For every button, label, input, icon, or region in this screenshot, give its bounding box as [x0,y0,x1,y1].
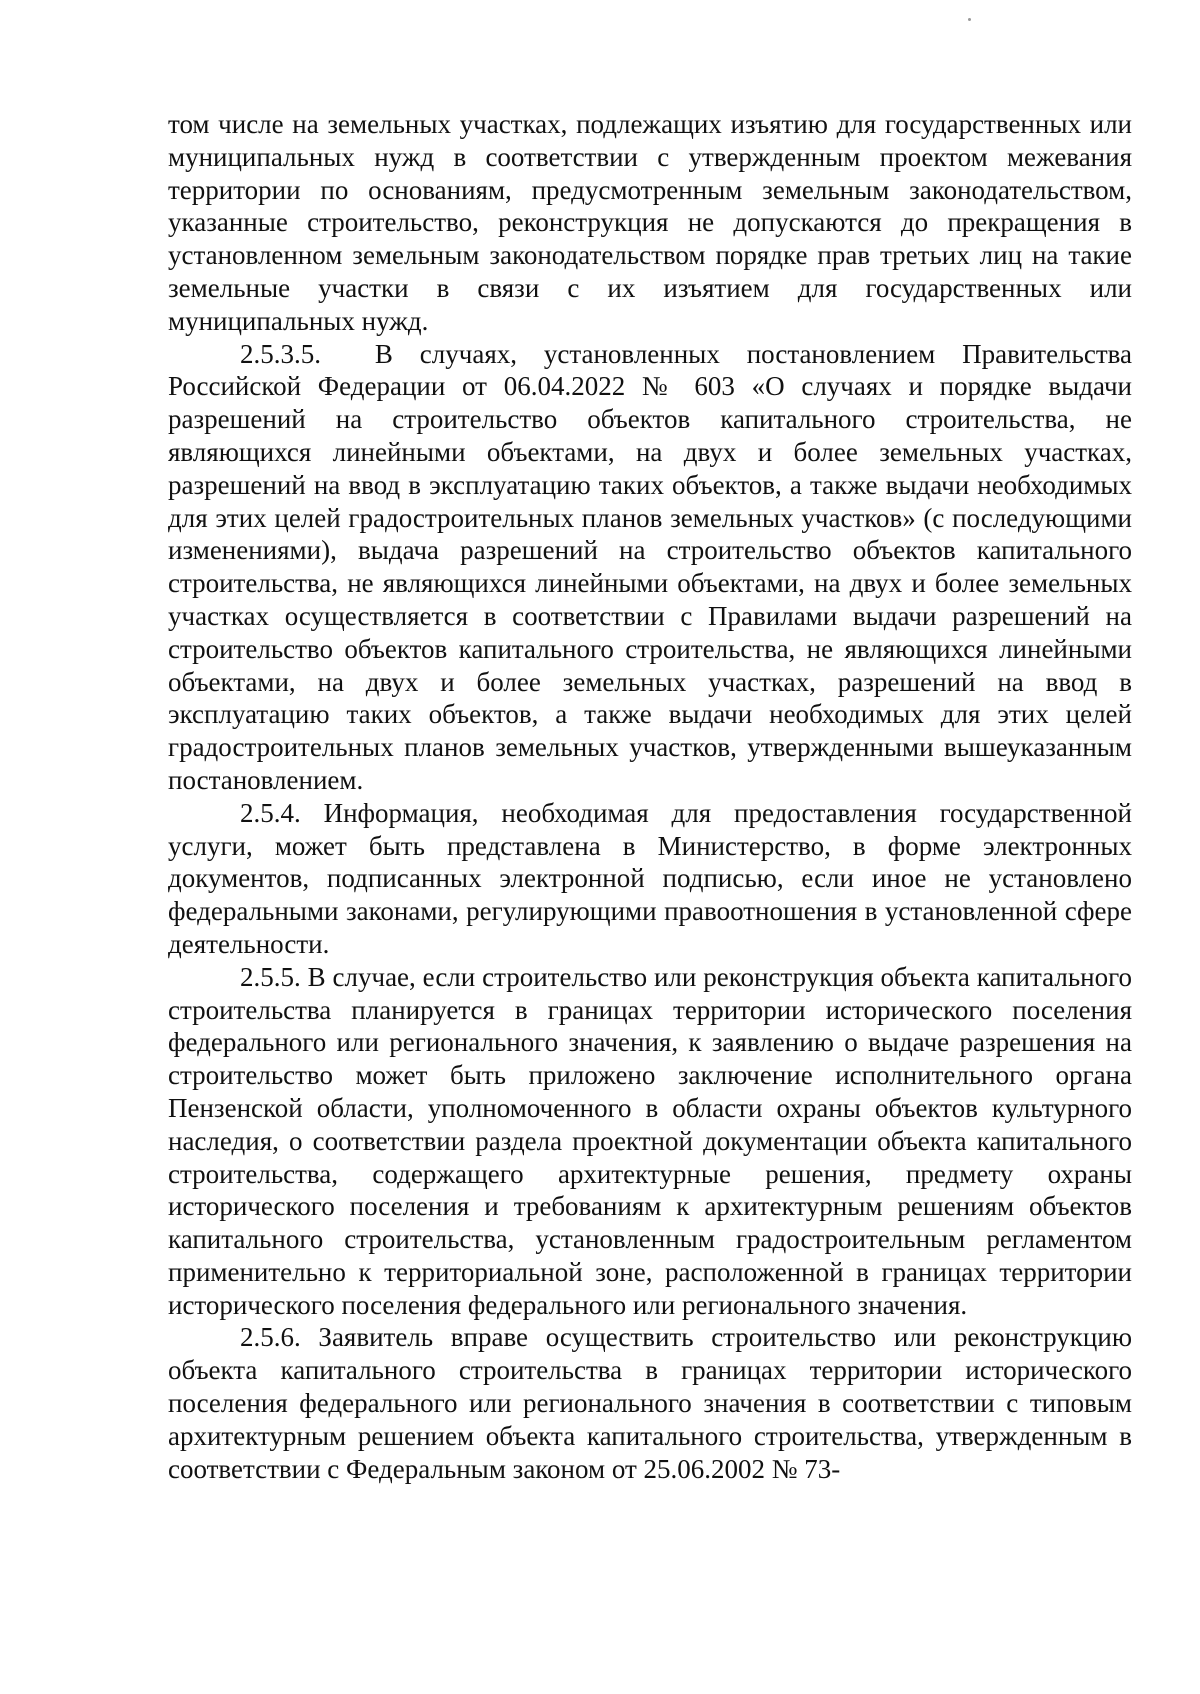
paragraph-2-5-5: 2.5.5. В случае, если строительство или реконструкция объекта капитального строительства планируется в границах территории исторического поселения федерального или регионального значения, к заявлению о выдаче разрешения на строительство может быть приложено заключение исполнительного органа Пензенской области, уполномоченного в области охраны объектов культурного наследия, о соответствии раздела проектной документации объекта капитального строительства, содержащего архитектурные решения, предмету охраны исторического поселения и требованиям к архитектурным решениям объектов капитального строительства, установленным градостроительным регламентом применительно к территориальной зоне, расположенной в границах территории исторического поселения федерального или регионального значения. [168,961,1132,1320]
paragraph-2-5-6: 2.5.6. Заявитель вправе осуществить строительство или реконструкцию объекта капитального строительства в границах территории исторического поселения федерального или регионального значения в соответствии с типовым архитектурным решением объекта капитального строительства, утвержденным в соответствии с Федеральным законом от 25.06.2002 № 73- [168,1322,1132,1484]
document-body [168,108,1132,1485]
scan-speck [968,18,971,21]
paragraph-2-5-3-5: 2.5.3.5. В случаях, установленных постановлением Правительства Российской Федерации от 06.04.2022 № 603 «О случаях и порядке выдачи разрешений на строительство объектов капитального строительства, не являющихся линейными объектами, на двух и более земельных участках, разрешений на ввод в эксплуатацию таких объектов, а также выдачи необходимых для этих целей градостроительных планов земельных участков» (с последующими изменениями), выдача разрешений на строительство объектов капитального строительства, не являющихся линейными объектами, на двух и более земельных участках осуществляется в соответствии с Правилами выдачи разрешений на строительство объектов капитального строительства, не являющихся линейными объектами, на двух и более земельных участках, разрешений на ввод в эксплуатацию таких объектов, а также выдачи необходимых для этих целей градостроительных планов земельных участков, утвержденными вышеуказанным постановлением. [168,338,1132,795]
paragraph-continuation: том числе на земельных участках, подлежащих изъятию для государственных или муниципальных нужд в соответствии с утвержденным проектом межевания территории по основаниям, предусмотренным земельным законодательством, указанные строительство, реконструкция не допускаются до прекращения в установленном земельным законодательством порядке прав третьих лиц на такие земельные участки в связи с их изъятием для государственных или муниципальных нужд. [168,109,1132,336]
paragraph-2-5-4: 2.5.4. Информация, необходимая для предоставления государственной услуги, может быть представлена в Министерство, в форме электронных документов, подписанных электронной подписью, если иное не установлено федеральными законами, регулирующими правоотношения в установленной сфере деятельности. [168,797,1132,959]
